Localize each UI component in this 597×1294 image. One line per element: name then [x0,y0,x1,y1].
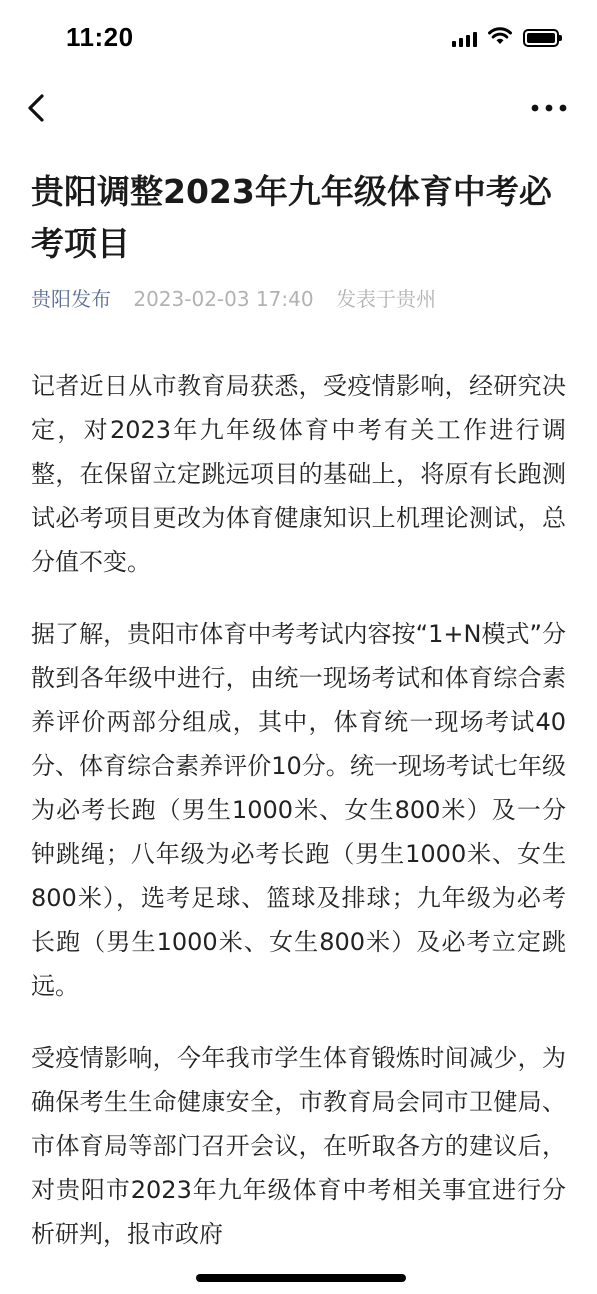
more-dots-icon [527,90,571,126]
chevron-left-icon [20,86,60,130]
home-indicator[interactable] [196,1274,406,1282]
article-body [31,364,566,1284]
signal-icon [452,29,477,47]
nav-bar [0,80,597,136]
publish-datetime: 2023-02-03 17:40 [133,287,314,311]
paragraph: 受疫情影响，今年我市学生体育锻炼时间减少，为确保考生生命健康安全，市教育局会同市卫健局、市体育局等部门召开会议，在听取各方的建议后，对贵阳市2023年九年级体育中考相关事宜进行分析研判，报市政府 [31,1044,566,1248]
paragraph: 据了解，贵阳市体育中考考试内容按“1+N模式”分散到各年级中进行，由统一现场考试和体育综合素养评价两部分组成，其中，体育统一现场考试40分、体育综合素养评价10分。统一现场考试七年级为必考长跑（男生1000米、女生800米）及一分钟跳绳；八年级为必考长跑（男生1000米、女生800米），选考足球、篮球及排球；九年级为必考长跑（男生1000米、女生800米）及必考立定跳远。 [31,620,566,1000]
article-meta [31,283,436,315]
source-link[interactable]: 贵阳发布 [31,287,111,311]
status-bar [0,0,597,80]
status-time: 11:20 [66,22,134,52]
paragraph: 记者近日从市教育局获悉，受疫情影响，经研究决定，对2023年九年级体育中考有关工作进行调整，在保留立定跳远项目的基础上，将原有长跑测试必考项目更改为体育健康知识上机理论测试，总分值不变。 [31,372,566,576]
back-button[interactable] [20,86,60,130]
battery-icon [523,29,559,47]
publish-location: 发表于贵州 [335,287,436,311]
status-icons [452,26,559,50]
wifi-icon [487,26,513,50]
article-title: 贵阳调整2023年九年级体育中考必考项目 [31,172,552,263]
more-button[interactable] [527,90,571,126]
